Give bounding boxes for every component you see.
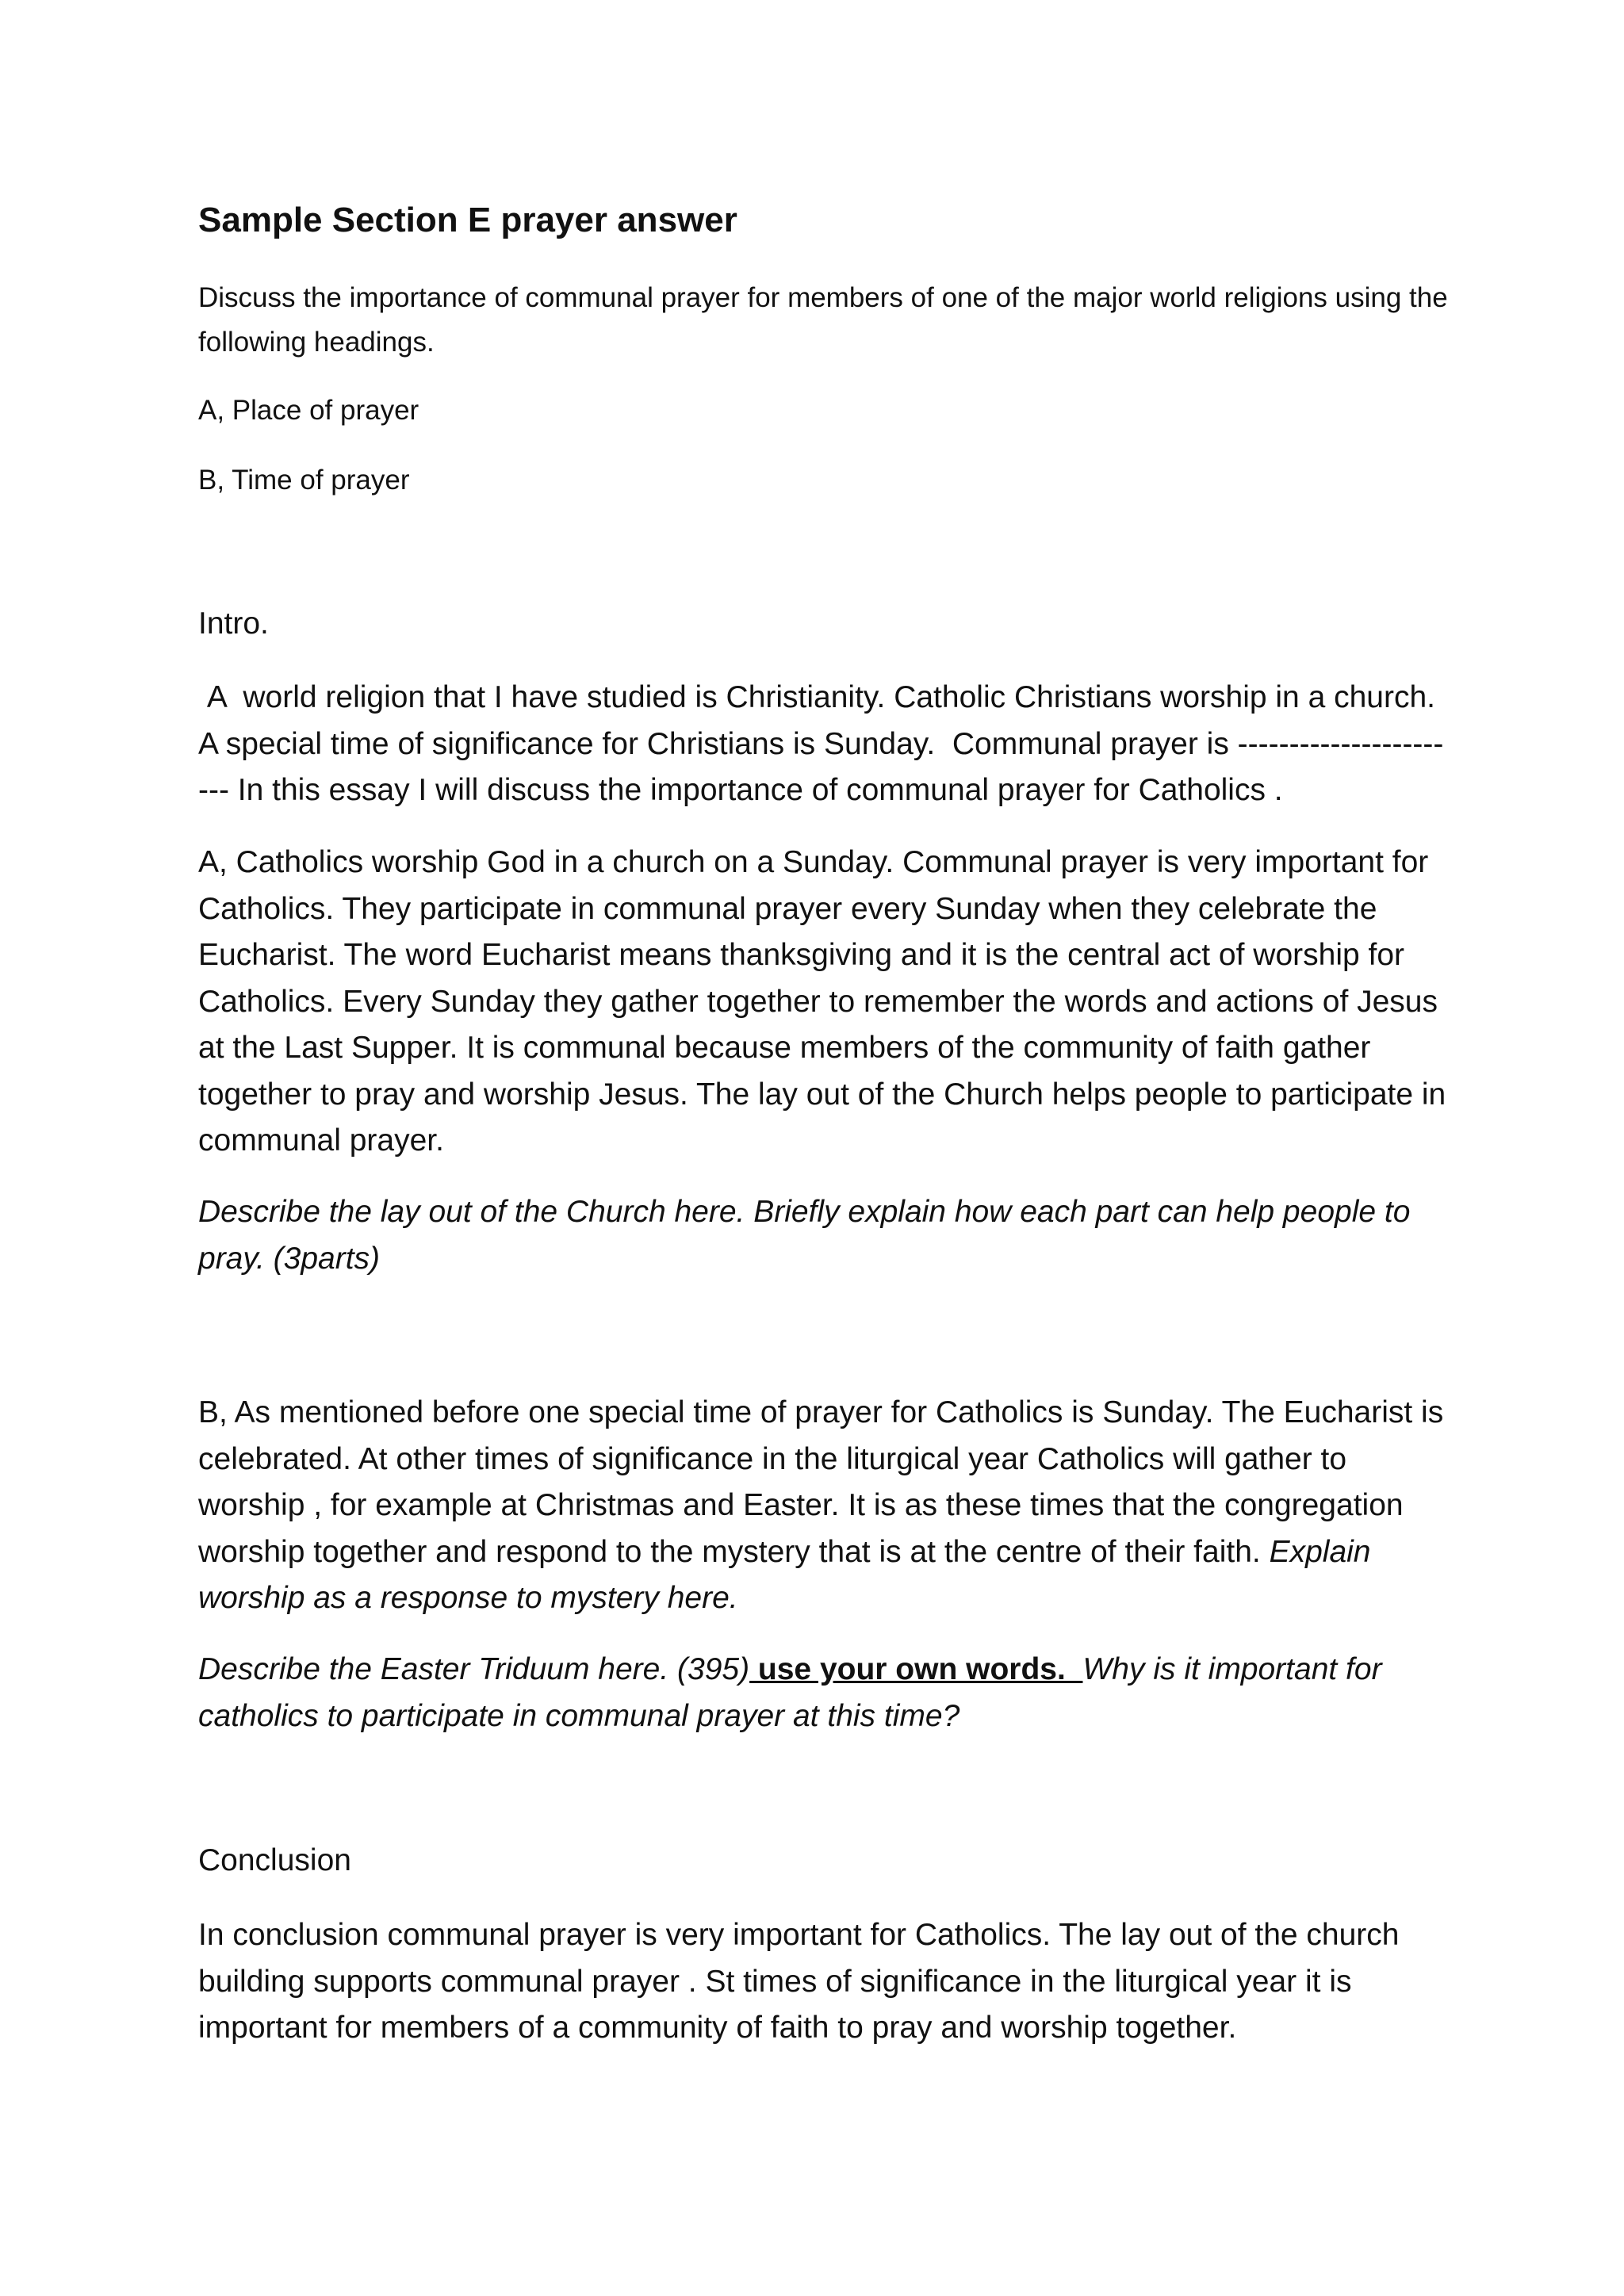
intro-paragraph: A world religion that I have studied is Christianity. Catholic Christians worship in a church. A special time of significance for Christians is Sunday. Communal prayer is ----------------------- In this essay I will discuss the importance of communal prayer for Catholics . — [198, 680, 1444, 807]
section-a-paragraph: A, Catholics worship God in a church on a Sunday. Communal prayer is very important for Catholics. They participate in communal prayer every Sunday when they celebrate the Eucharist. The word Eucharist means thanksgiving and it is the central act of worship for Catholics. Every Sunday they gather together to remember the words and actions of Jesus at the Last Supper. It is communal because members of the community of faith gather together to pray and worship Jesus. The lay out of the Church helps people to participate in communal prayer. — [198, 845, 1446, 1158]
section-b-paragraph — [198, 1390, 1451, 1622]
section-b-instruction: Explain worship as a response to mystery here. — [198, 1534, 1371, 1615]
triduum-instruction-start: Describe the Easter Triduum here. (395) — [198, 1652, 750, 1686]
heading-b: B, Time of prayer — [198, 465, 410, 496]
essay-question: Discuss the importance of communal prayer for members of one of the major world religions using the following headings. — [198, 282, 1448, 358]
conclusion-label: Conclusion — [198, 1843, 351, 1877]
heading-a: A, Place of prayer — [198, 395, 419, 426]
triduum-paragraph — [198, 1647, 1451, 1739]
triduum-instruction-end: Why is it important for catholics to participate in communal prayer at this time? — [198, 1652, 1382, 1733]
triduum-emphasis: use your own words. — [749, 1652, 1083, 1686]
conclusion-paragraph: In conclusion communal prayer is very important for Catholics. The lay out of the church building supports communal prayer . St times of significance in the liturgical year it is important for members of a community of faith to pray and worship together. — [198, 1918, 1400, 2045]
section-a-instruction: Describe the lay out of the Church here. Briefly explain how each part can help people to pray. (3parts) — [198, 1195, 1411, 1276]
document-title: Sample Section E prayer answer — [198, 201, 737, 239]
section-b-text: B, As mentioned before one special time of prayer for Catholics is Sunday. The Eucharist is celebrated. At other times of significance in the liturgical year Catholics will gather to worship , for example at Christmas and Easter. It is as these times that the congregation worship together and respond to the mystery that is at the centre of their faith. — [198, 1395, 1444, 1569]
intro-label: Intro. — [198, 607, 269, 641]
